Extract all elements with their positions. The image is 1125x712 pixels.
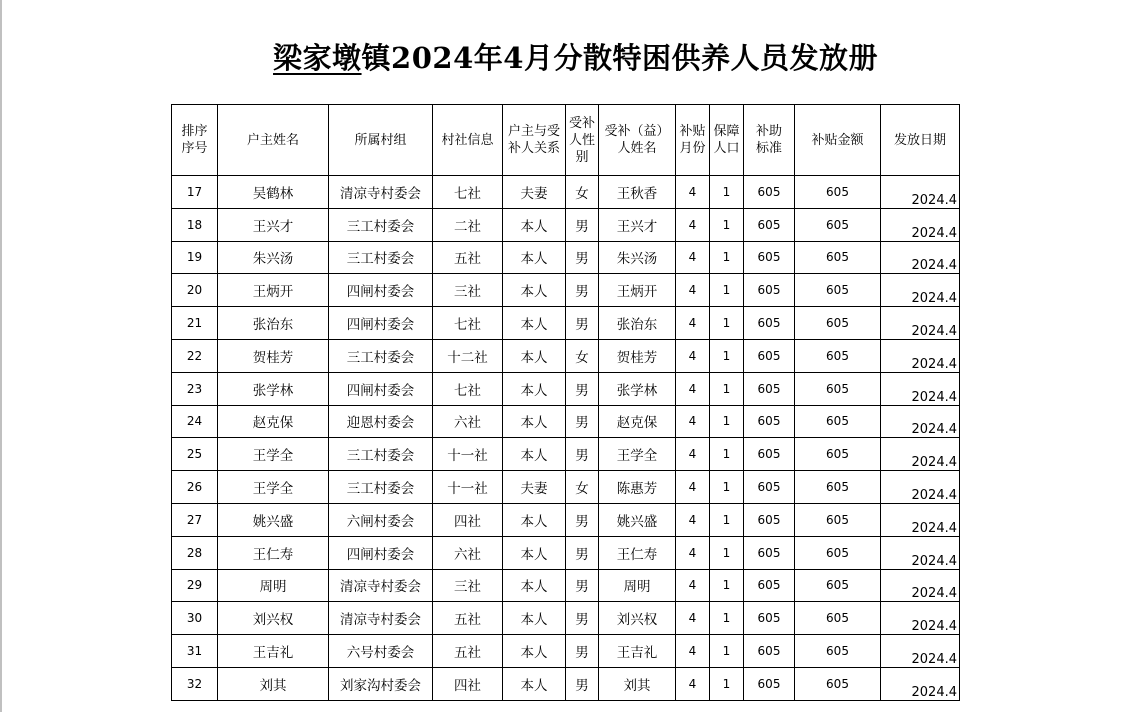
cell-date: 2024.4 [881, 503, 960, 536]
cell-recipient: 姚兴盛 [599, 503, 676, 536]
cell-date: 2024.4 [881, 405, 960, 438]
cell-gender: 男 [566, 372, 599, 405]
table-row [172, 405, 960, 438]
cell-month: 4 [676, 569, 710, 602]
cell-relation: 本人 [503, 307, 566, 340]
cell-gender: 女 [566, 176, 599, 209]
cell-month: 4 [676, 602, 710, 635]
cell-amount: 605 [795, 307, 881, 340]
cell-gender: 女 [566, 339, 599, 372]
cell-date: 2024.4 [881, 602, 960, 635]
cell-relation: 本人 [503, 372, 566, 405]
cell-date: 2024.4 [881, 176, 960, 209]
cell-date: 2024.4 [881, 471, 960, 504]
cell-gender: 女 [566, 471, 599, 504]
cell-date: 2024.4 [881, 307, 960, 340]
cell-amount: 605 [795, 438, 881, 471]
cell-month: 4 [676, 438, 710, 471]
col-header-date: 发放日期 [881, 105, 960, 176]
table-row [172, 471, 960, 504]
cell-seq: 32 [172, 667, 218, 700]
cell-group: 七社 [433, 307, 503, 340]
cell-seq: 18 [172, 208, 218, 241]
cell-relation: 本人 [503, 536, 566, 569]
cell-recipient: 王仁寿 [599, 536, 676, 569]
cell-amount: 605 [795, 339, 881, 372]
cell-village: 三工村委会 [329, 471, 433, 504]
cell-persons: 1 [710, 405, 744, 438]
col-header-month: 补贴月份 [676, 105, 710, 176]
cell-seq: 25 [172, 438, 218, 471]
col-header-village: 所属村组 [329, 105, 433, 176]
cell-relation: 本人 [503, 602, 566, 635]
cell-village: 四闸村委会 [329, 307, 433, 340]
cell-village: 四闸村委会 [329, 372, 433, 405]
cell-standard: 605 [744, 241, 795, 274]
cell-amount: 605 [795, 372, 881, 405]
col-header-persons: 保障人口 [710, 105, 744, 176]
cell-seq: 20 [172, 274, 218, 307]
cell-group: 二社 [433, 208, 503, 241]
cell-persons: 1 [710, 503, 744, 536]
cell-persons: 1 [710, 372, 744, 405]
col-header-householder: 户主姓名 [218, 105, 329, 176]
cell-recipient: 贺桂芳 [599, 339, 676, 372]
cell-date: 2024.4 [881, 241, 960, 274]
cell-recipient: 王炳开 [599, 274, 676, 307]
page-title [0, 36, 1125, 77]
cell-amount: 605 [795, 405, 881, 438]
cell-group: 五社 [433, 635, 503, 668]
cell-date: 2024.4 [881, 274, 960, 307]
cell-village: 刘家沟村委会 [329, 667, 433, 700]
cell-month: 4 [676, 339, 710, 372]
col-header-seq: 排序序号 [172, 105, 218, 176]
cell-group: 三社 [433, 274, 503, 307]
cell-village: 清凉寺村委会 [329, 569, 433, 602]
cell-date: 2024.4 [881, 339, 960, 372]
table-row [172, 635, 960, 668]
cell-standard: 605 [744, 307, 795, 340]
cell-persons: 1 [710, 208, 744, 241]
table-row [172, 569, 960, 602]
cell-gender: 男 [566, 274, 599, 307]
cell-village: 清凉寺村委会 [329, 176, 433, 209]
cell-persons: 1 [710, 569, 744, 602]
cell-amount: 605 [795, 635, 881, 668]
cell-recipient: 王吉礼 [599, 635, 676, 668]
cell-seq: 27 [172, 503, 218, 536]
cell-village: 六闸村委会 [329, 503, 433, 536]
cell-persons: 1 [710, 471, 744, 504]
cell-relation: 本人 [503, 569, 566, 602]
cell-householder: 王炳开 [218, 274, 329, 307]
cell-recipient: 王学全 [599, 438, 676, 471]
cell-amount: 605 [795, 274, 881, 307]
cell-month: 4 [676, 307, 710, 340]
cell-group: 十二社 [433, 339, 503, 372]
cell-seq: 30 [172, 602, 218, 635]
cell-group: 四社 [433, 667, 503, 700]
cell-persons: 1 [710, 438, 744, 471]
cell-relation: 夫妻 [503, 176, 566, 209]
cell-seq: 28 [172, 536, 218, 569]
cell-month: 4 [676, 405, 710, 438]
cell-gender: 男 [566, 536, 599, 569]
cell-group: 七社 [433, 176, 503, 209]
cell-date: 2024.4 [881, 438, 960, 471]
cell-householder: 赵克保 [218, 405, 329, 438]
cell-relation: 本人 [503, 339, 566, 372]
cell-seq: 31 [172, 635, 218, 668]
cell-month: 4 [676, 471, 710, 504]
cell-amount: 605 [795, 176, 881, 209]
cell-recipient: 刘其 [599, 667, 676, 700]
cell-gender: 男 [566, 602, 599, 635]
cell-date: 2024.4 [881, 667, 960, 700]
cell-recipient: 陈惠芳 [599, 471, 676, 504]
cell-standard: 605 [744, 176, 795, 209]
cell-group: 十一社 [433, 471, 503, 504]
cell-standard: 605 [744, 569, 795, 602]
cell-seq: 29 [172, 569, 218, 602]
cell-standard: 605 [744, 471, 795, 504]
cell-standard: 605 [744, 405, 795, 438]
cell-standard: 605 [744, 339, 795, 372]
cell-householder: 姚兴盛 [218, 503, 329, 536]
cell-householder: 王学全 [218, 471, 329, 504]
cell-gender: 男 [566, 438, 599, 471]
cell-recipient: 赵克保 [599, 405, 676, 438]
col-header-amount: 补贴金额 [795, 105, 881, 176]
cell-gender: 男 [566, 503, 599, 536]
cell-persons: 1 [710, 176, 744, 209]
cell-relation: 本人 [503, 438, 566, 471]
cell-group: 六社 [433, 536, 503, 569]
cell-recipient: 王兴才 [599, 208, 676, 241]
cell-amount: 605 [795, 241, 881, 274]
cell-seq: 21 [172, 307, 218, 340]
cell-seq: 26 [172, 471, 218, 504]
cell-village: 三工村委会 [329, 208, 433, 241]
cell-group: 六社 [433, 405, 503, 438]
table-row [172, 339, 960, 372]
cell-recipient: 张学林 [599, 372, 676, 405]
cell-month: 4 [676, 667, 710, 700]
cell-group: 五社 [433, 602, 503, 635]
table-row [172, 274, 960, 307]
cell-amount: 605 [795, 503, 881, 536]
cell-standard: 605 [744, 274, 795, 307]
cell-group: 三社 [433, 569, 503, 602]
cell-persons: 1 [710, 667, 744, 700]
cell-date: 2024.4 [881, 635, 960, 668]
cell-persons: 1 [710, 635, 744, 668]
cell-gender: 男 [566, 667, 599, 700]
cell-group: 四社 [433, 503, 503, 536]
cell-seq: 19 [172, 241, 218, 274]
cell-relation: 本人 [503, 503, 566, 536]
cell-recipient: 王秋香 [599, 176, 676, 209]
table-row [172, 241, 960, 274]
cell-amount: 605 [795, 602, 881, 635]
table-row [172, 536, 960, 569]
cell-relation: 本人 [503, 667, 566, 700]
table-row [172, 176, 960, 209]
page-left-edge [0, 0, 2, 712]
cell-relation: 本人 [503, 208, 566, 241]
town-name: 梁家墩 [273, 41, 362, 75]
cell-date: 2024.4 [881, 208, 960, 241]
cell-persons: 1 [710, 307, 744, 340]
table-row [172, 503, 960, 536]
cell-village: 六号村委会 [329, 635, 433, 668]
cell-month: 4 [676, 503, 710, 536]
cell-relation: 本人 [503, 241, 566, 274]
cell-householder: 王吉礼 [218, 635, 329, 668]
col-header-recipient: 受补（益）人姓名 [599, 105, 676, 176]
cell-gender: 男 [566, 241, 599, 274]
col-header-standard: 补助标准 [744, 105, 795, 176]
cell-householder: 刘其 [218, 667, 329, 700]
cell-householder: 朱兴汤 [218, 241, 329, 274]
cell-relation: 夫妻 [503, 471, 566, 504]
cell-standard: 605 [744, 438, 795, 471]
table-row [172, 438, 960, 471]
cell-householder: 刘兴权 [218, 602, 329, 635]
cell-standard: 605 [744, 667, 795, 700]
cell-amount: 605 [795, 471, 881, 504]
cell-gender: 男 [566, 635, 599, 668]
cell-group: 十一社 [433, 438, 503, 471]
cell-persons: 1 [710, 274, 744, 307]
cell-seq: 22 [172, 339, 218, 372]
cell-standard: 605 [744, 635, 795, 668]
cell-standard: 605 [744, 503, 795, 536]
cell-seq: 23 [172, 372, 218, 405]
cell-month: 4 [676, 208, 710, 241]
cell-gender: 男 [566, 307, 599, 340]
table-header-row [172, 105, 960, 176]
cell-recipient: 朱兴汤 [599, 241, 676, 274]
cell-gender: 男 [566, 569, 599, 602]
table-row [172, 372, 960, 405]
cell-group: 七社 [433, 372, 503, 405]
col-header-group: 村社信息 [433, 105, 503, 176]
cell-month: 4 [676, 372, 710, 405]
cell-recipient: 刘兴权 [599, 602, 676, 635]
cell-month: 4 [676, 176, 710, 209]
cell-relation: 本人 [503, 635, 566, 668]
title-text: 镇2024年4月分散特困供养人员发放册 [361, 41, 878, 75]
cell-village: 三工村委会 [329, 241, 433, 274]
cell-village: 三工村委会 [329, 438, 433, 471]
cell-recipient: 周明 [599, 569, 676, 602]
cell-village: 四闸村委会 [329, 274, 433, 307]
cell-persons: 1 [710, 339, 744, 372]
cell-month: 4 [676, 635, 710, 668]
cell-month: 4 [676, 536, 710, 569]
table-row [172, 602, 960, 635]
cell-amount: 605 [795, 536, 881, 569]
table-row [172, 208, 960, 241]
cell-date: 2024.4 [881, 372, 960, 405]
cell-standard: 605 [744, 372, 795, 405]
table-row [172, 667, 960, 700]
cell-persons: 1 [710, 602, 744, 635]
cell-village: 四闸村委会 [329, 536, 433, 569]
cell-householder: 吴鹤林 [218, 176, 329, 209]
cell-householder: 周明 [218, 569, 329, 602]
cell-village: 清凉寺村委会 [329, 602, 433, 635]
cell-month: 4 [676, 274, 710, 307]
cell-householder: 张治东 [218, 307, 329, 340]
cell-standard: 605 [744, 602, 795, 635]
cell-amount: 605 [795, 208, 881, 241]
payment-table [171, 104, 960, 701]
cell-householder: 王学全 [218, 438, 329, 471]
cell-gender: 男 [566, 208, 599, 241]
cell-village: 迎恩村委会 [329, 405, 433, 438]
cell-amount: 605 [795, 667, 881, 700]
cell-persons: 1 [710, 536, 744, 569]
cell-date: 2024.4 [881, 536, 960, 569]
col-header-gender: 受补人性别 [566, 105, 599, 176]
cell-standard: 605 [744, 536, 795, 569]
cell-standard: 605 [744, 208, 795, 241]
cell-village: 三工村委会 [329, 339, 433, 372]
cell-relation: 本人 [503, 405, 566, 438]
cell-recipient: 张治东 [599, 307, 676, 340]
cell-householder: 张学林 [218, 372, 329, 405]
cell-seq: 24 [172, 405, 218, 438]
cell-amount: 605 [795, 569, 881, 602]
cell-persons: 1 [710, 241, 744, 274]
table-row [172, 307, 960, 340]
cell-seq: 17 [172, 176, 218, 209]
cell-relation: 本人 [503, 274, 566, 307]
cell-gender: 男 [566, 405, 599, 438]
cell-group: 五社 [433, 241, 503, 274]
cell-householder: 贺桂芳 [218, 339, 329, 372]
cell-householder: 王兴才 [218, 208, 329, 241]
cell-date: 2024.4 [881, 569, 960, 602]
cell-month: 4 [676, 241, 710, 274]
cell-householder: 王仁寿 [218, 536, 329, 569]
col-header-relation: 户主与受补人关系 [503, 105, 566, 176]
